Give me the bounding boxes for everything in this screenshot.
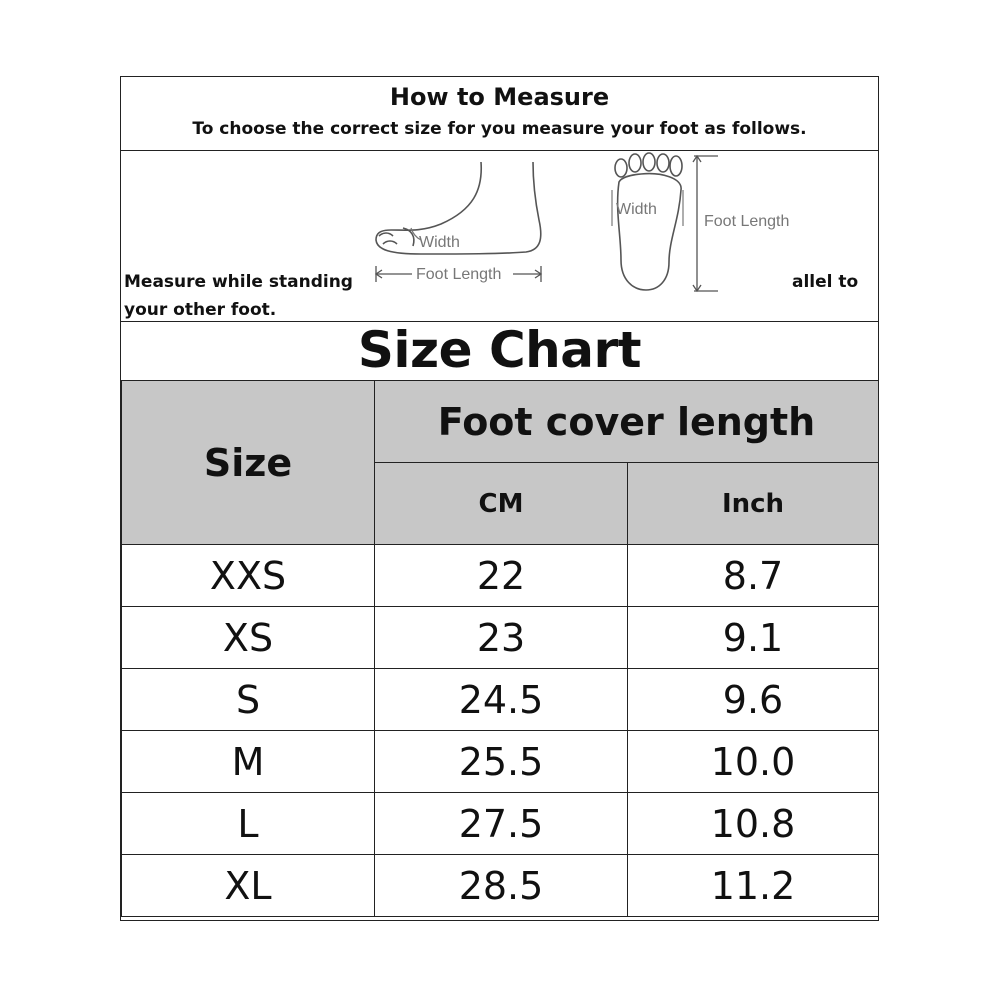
table-row xyxy=(122,793,879,855)
sole-width-label: Width xyxy=(616,201,657,218)
inch-cell: 10.0 xyxy=(628,731,879,793)
side-width-label: Width xyxy=(419,234,460,251)
cm-cell: 22 xyxy=(375,545,628,607)
foot-diagrams-icon xyxy=(121,150,878,321)
size-chart-table xyxy=(121,380,879,917)
cm-cell: 24.5 xyxy=(375,669,628,731)
size-cell: M xyxy=(122,731,375,793)
how-to-measure-header xyxy=(121,77,878,151)
instruction-text-line2: your other foot. xyxy=(124,300,277,320)
side-length-label: Foot Length xyxy=(416,266,502,283)
inch-cell: 9.6 xyxy=(628,669,879,731)
table-row xyxy=(122,669,879,731)
table-row xyxy=(122,607,879,669)
inch-cell: 11.2 xyxy=(628,855,879,917)
measurement-illustration xyxy=(121,150,878,322)
inch-cell: 10.8 xyxy=(628,793,879,855)
sole-length-label: Foot Length xyxy=(704,213,790,230)
size-guide-sheet xyxy=(120,76,879,921)
size-column-header: Size xyxy=(122,381,375,545)
inch-column-header: Inch xyxy=(628,463,879,545)
foot-cover-length-header: Foot cover length xyxy=(375,381,879,463)
size-cell: XS xyxy=(122,607,375,669)
how-to-measure-subtitle: To choose the correct size for you measure your foot as follows. xyxy=(192,119,807,139)
inch-cell: 9.1 xyxy=(628,607,879,669)
cm-cell: 25.5 xyxy=(375,731,628,793)
cm-column-header: CM xyxy=(375,463,628,545)
size-cell: S xyxy=(122,669,375,731)
size-chart-title-row xyxy=(121,321,878,381)
table-row xyxy=(122,731,879,793)
how-to-measure-title: How to Measure xyxy=(389,83,610,111)
table-row xyxy=(122,545,879,607)
sole-foot-icon xyxy=(615,153,682,290)
size-chart-title: Size Chart xyxy=(357,321,642,379)
size-cell: L xyxy=(122,793,375,855)
cm-cell: 23 xyxy=(375,607,628,669)
instruction-text-left: Measure while standing xyxy=(124,272,353,292)
inch-cell: 8.7 xyxy=(628,545,879,607)
table-row xyxy=(122,855,879,917)
table-header-row xyxy=(122,381,879,463)
size-cell: XXS xyxy=(122,545,375,607)
cm-cell: 28.5 xyxy=(375,855,628,917)
instruction-text-right: allel to xyxy=(792,272,859,292)
size-cell: XL xyxy=(122,855,375,917)
cm-cell: 27.5 xyxy=(375,793,628,855)
